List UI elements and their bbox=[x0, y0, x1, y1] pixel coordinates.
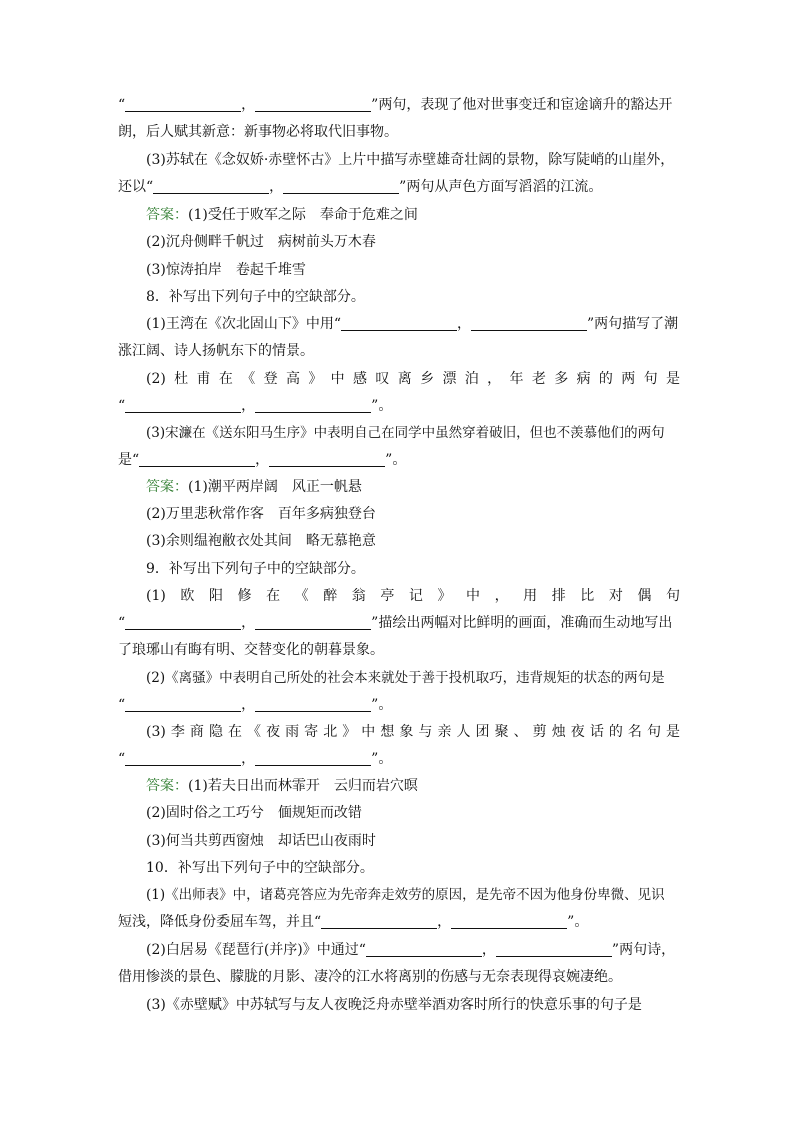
comma: ， bbox=[241, 97, 256, 113]
q9-answer-2: (2)固时俗之工巧兮 偭规矩而改错 bbox=[146, 805, 362, 821]
q8-answer-2: (2)万里悲秋常作客 百年多病独登台 bbox=[146, 506, 376, 522]
fill-blank[interactable] bbox=[153, 178, 269, 194]
text-before: 还以“ bbox=[118, 179, 154, 195]
text-before: “ bbox=[118, 751, 126, 767]
text-after: ”。 bbox=[567, 914, 589, 930]
comma: ， bbox=[241, 697, 256, 713]
fill-blank[interactable] bbox=[255, 614, 371, 630]
text-before: 是“ bbox=[118, 452, 140, 468]
comma: ， bbox=[269, 179, 284, 195]
q9-part2-line2 bbox=[118, 692, 680, 719]
text-after: ”描绘出两幅对比鲜明的画面，准确而生动地写出 bbox=[371, 615, 673, 631]
q9-part3-line1: (3)李商隐在《夜雨寄北》中想象与亲人团聚、剪烛夜话的名句是 bbox=[146, 724, 680, 740]
comma: ， bbox=[481, 942, 496, 958]
answer-text: (1)潮平两岸阔 风正一帆悬 bbox=[188, 479, 362, 495]
fill-blank[interactable] bbox=[255, 397, 371, 413]
q8-part2-line1: (2)杜甫在《登高》中感叹离乡漂泊，年老多病的两句是 bbox=[146, 371, 680, 387]
fill-blank[interactable] bbox=[255, 696, 371, 712]
fill-blank[interactable] bbox=[269, 451, 385, 467]
q7-part3-line2 bbox=[118, 174, 680, 201]
fill-blank[interactable] bbox=[451, 913, 567, 929]
q8-answer-1 bbox=[146, 474, 680, 501]
q8-part3-line2 bbox=[118, 447, 680, 474]
text-after: ”。 bbox=[371, 398, 393, 414]
answer-label: 答案： bbox=[146, 479, 188, 495]
q7-answer-2: (2)沉舟侧畔千帆过 病树前头万木春 bbox=[146, 234, 376, 250]
answer-label: 答案： bbox=[146, 778, 188, 794]
text-before: “ bbox=[118, 398, 126, 414]
fill-blank[interactable] bbox=[255, 750, 371, 766]
fill-blank[interactable] bbox=[321, 913, 437, 929]
fill-blank[interactable] bbox=[283, 178, 399, 194]
fill-blank[interactable] bbox=[366, 941, 482, 957]
text-after: ”两句从声色方面写滔滔的江流。 bbox=[399, 179, 603, 195]
text-before: (2)白居易《琵琶行(并序)》中通过“ bbox=[146, 942, 366, 958]
fill-blank[interactable] bbox=[125, 397, 241, 413]
fill-blank[interactable] bbox=[125, 614, 241, 630]
text-before: “ bbox=[118, 615, 126, 631]
text-after: ”两句，表现了他对世事变迁和宦途谪升的豁达开 bbox=[371, 97, 673, 113]
q8-part1-line1 bbox=[146, 311, 680, 338]
fill-blank[interactable] bbox=[125, 96, 241, 112]
answer-text: (1)若夫日出而林霏开 云归而岩穴暝 bbox=[188, 778, 418, 794]
fill-blank[interactable] bbox=[139, 451, 255, 467]
q9-title: 9．补写出下列句子中的空缺部分。 bbox=[146, 561, 365, 577]
fill-blank[interactable] bbox=[341, 315, 457, 331]
q10-part3-line1: (3)《赤壁赋》中苏轼写与友人夜晚泛舟赤壁举酒劝客时所行的快意乐事的句子是 bbox=[146, 997, 642, 1013]
text-after: ”。 bbox=[371, 751, 393, 767]
q8-part3-line1: (3)宋濂在《送东阳马生序》中表明自己在同学中虽然穿着破旧，但也不羡慕他们的两句 bbox=[146, 425, 665, 441]
q7-answer-3: (3)惊涛拍岸 卷起千堆雪 bbox=[146, 262, 306, 278]
q10-part2-line2: 借用惨淡的景色、朦胧的月影、凄冷的江水将离别的伤感与无奈表现得哀婉凄绝。 bbox=[118, 969, 622, 985]
comma: ， bbox=[457, 316, 471, 332]
comma: ， bbox=[437, 914, 452, 930]
text-after: ”两句诗， bbox=[611, 942, 676, 958]
comma: ， bbox=[255, 452, 270, 468]
fill-blank[interactable] bbox=[471, 315, 587, 331]
text-before: “ bbox=[118, 697, 126, 713]
fill-blank[interactable] bbox=[125, 750, 241, 766]
fill-blank[interactable] bbox=[125, 696, 241, 712]
q9-answer-1 bbox=[146, 773, 680, 800]
text-after: ”。 bbox=[371, 697, 393, 713]
q8-part1-line2: 涨江阔、诗人扬帆东下的情景。 bbox=[118, 343, 314, 359]
comma: ， bbox=[241, 751, 256, 767]
fill-blank[interactable] bbox=[496, 941, 612, 957]
q7-part2-line1 bbox=[118, 92, 680, 119]
q8-answer-3: (3)余则缊袍敝衣处其间 略无慕艳意 bbox=[146, 533, 376, 549]
text-after: ”两句描写了潮 bbox=[587, 316, 679, 332]
open-quote: “ bbox=[118, 97, 126, 113]
text-after: ”。 bbox=[385, 452, 407, 468]
q9-answer-3: (3)何当共剪西窗烛 却话巴山夜雨时 bbox=[146, 833, 376, 849]
q10-title: 10．补写出下列句子中的空缺部分。 bbox=[146, 860, 374, 876]
comma: ， bbox=[241, 398, 256, 414]
comma: ， bbox=[241, 615, 256, 631]
q7-part3-line1: (3)苏轼在《念奴娇·赤壁怀古》上片中描写赤壁雄奇壮阔的景物，除写陡峭的山崖外， bbox=[146, 152, 675, 168]
q10-part1-line2 bbox=[118, 909, 680, 936]
q9-part2-line1: (2)《离骚》中表明自己所处的社会本来就处于善于投机取巧，违背规矩的状态的两句是 bbox=[146, 670, 665, 686]
text-before: (1)王湾在《次北固山下》中用“ bbox=[146, 316, 341, 332]
q10-part2-line1 bbox=[146, 937, 680, 964]
q10-part1-line1: (1)《出师表》中，诸葛亮答应为先帝奔走效劳的原因，是先帝不因为他身份卑微、见识 bbox=[146, 887, 665, 903]
answer-text: (1)受任于败军之际 奉命于危难之间 bbox=[188, 207, 418, 223]
q9-part3-line2 bbox=[118, 746, 680, 773]
answer-label: 答案： bbox=[146, 207, 188, 223]
q8-title: 8．补写出下列句子中的空缺部分。 bbox=[146, 289, 365, 305]
q7-part2-line2: 朗，后人赋其新意：新事物必将取代旧事物。 bbox=[118, 124, 398, 140]
q8-part2-line2 bbox=[118, 393, 680, 420]
q9-part1-line2 bbox=[118, 610, 680, 637]
q9-part1-line3: 了琅琊山有晦有明、交替变化的朝暮景象。 bbox=[118, 642, 384, 658]
text-before: 短浅，降低身份委屈车驾，并且“ bbox=[118, 914, 322, 930]
q9-part1-line1: (1)欧阳修在《醉翁亭记》中，用排比对偶句 bbox=[146, 588, 680, 604]
q7-answer-1 bbox=[146, 202, 680, 229]
fill-blank[interactable] bbox=[255, 96, 371, 112]
